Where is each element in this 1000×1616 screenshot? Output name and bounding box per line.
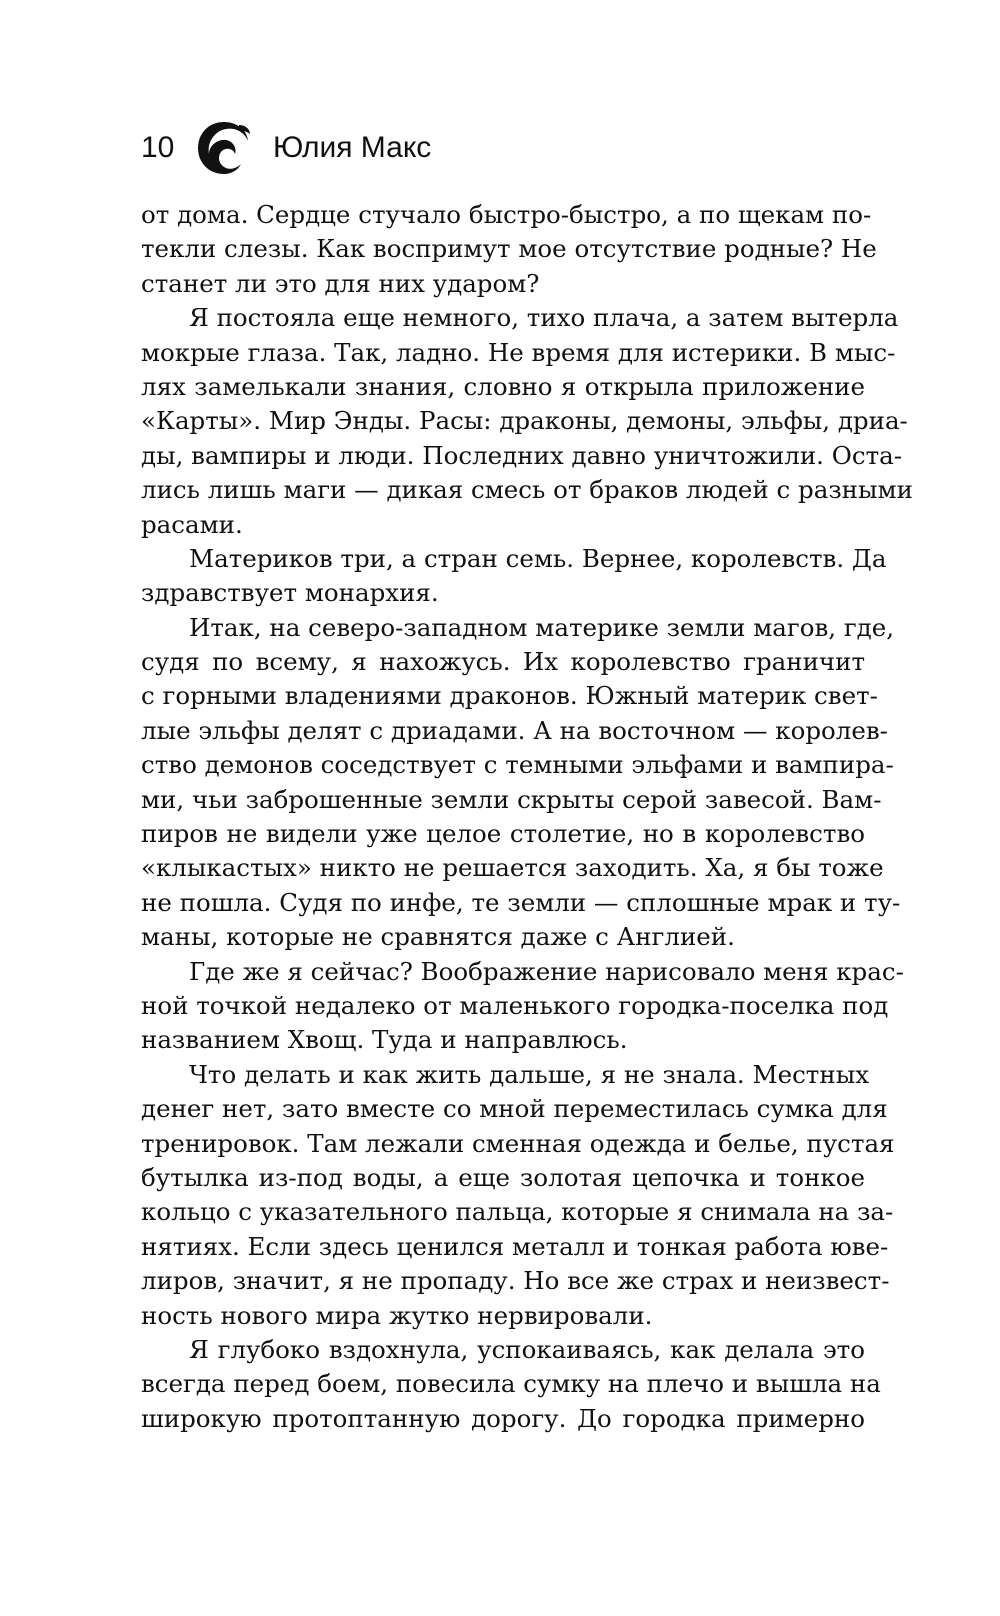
body-text: [141, 198, 913, 1436]
text-line: бутылка из-под воды, а еще золотая цепочка и тонкое: [141, 1162, 865, 1192]
text-line: расами.: [141, 509, 243, 539]
text-line: «клыкастых» никто не решается заходить. Ха, я бы тоже: [141, 853, 884, 883]
text-line: Итак, на северо-западном материке земли магов, где,: [189, 612, 895, 642]
text-line: текли слезы. Как воспримут мое отсутствие родные? Не: [141, 234, 877, 264]
text-line: «Карты». Мир Энды. Расы: драконы, демоны, эльфы, дриа-: [141, 406, 908, 436]
text-line: Я постояла еще немного, тихо плача, а затем вытерла: [189, 303, 899, 333]
paragraph: [141, 542, 887, 611]
text-line: судя по всему, я нахожусь. Их королевство граничит: [141, 647, 865, 677]
text-line: тренировок. Там лежали сменная одежда и белье, пустая: [141, 1128, 895, 1158]
text-line: ной точкой недалеко от маленького городка-поселка под: [141, 990, 889, 1020]
text-line: от дома. Сердце стучало быстро-быстро, а по щекам по-: [141, 200, 872, 229]
text-line: станет ли это для них ударом?: [141, 268, 540, 298]
text-line: Материков три, а стран семь. Вернее, королевств. Да: [189, 543, 887, 573]
paragraph: [141, 301, 913, 542]
text-line: Что делать и как жить дальше, я не знала. Местных: [189, 1059, 870, 1089]
text-line: денег нет, зато вместе со мной переместилась сумка для: [141, 1094, 888, 1124]
text-line: ды, вампиры и люди. Последних давно уничтожили. Оста-: [141, 440, 903, 470]
paragraph: [141, 955, 904, 1058]
text-line: лиров, значит, я не пропаду. Но все же страх и неизвест-: [141, 1266, 890, 1296]
text-line: кольцо с указательного пальца, которые я снимала на за-: [141, 1197, 894, 1227]
swirl-logo-icon: [195, 119, 253, 177]
text-line: ность нового мира жутко нервировали.: [141, 1300, 653, 1330]
running-header: [141, 118, 431, 178]
text-line: ми, чьи заброшенные земли скрыты серой завесой. Вам-: [141, 784, 882, 814]
text-line: не пошла. Судя по инфе, те земли — сплошные мрак и ту-: [141, 887, 901, 917]
text-line: широкую протоптанную дорогу. До городка примерно: [141, 1403, 865, 1433]
paragraph: [141, 1333, 881, 1436]
author-name: Юлия Макс: [273, 131, 432, 164]
paragraph: [141, 611, 901, 955]
text-line: Где же я сейчас? Воображение нарисовало меня крас-: [189, 956, 904, 986]
text-line: лые эльфы делят с дриадами. А на восточном — королев-: [141, 715, 888, 745]
text-line: мокрые глаза. Так, ладно. Не время для истерики. В мыс-: [141, 337, 896, 367]
text-line: здравствует монархия.: [141, 578, 439, 608]
text-line: пиров не видели уже целое столетие, но в королевство: [141, 819, 865, 849]
text-line: Я глубоко вздохнула, успокаиваясь, как делала это: [189, 1334, 865, 1364]
text-line: всегда перед боем, повесила сумку на плечо и вышла на: [141, 1369, 881, 1399]
text-line: лись лишь маги — дикая смесь от браков людей с разными: [141, 475, 913, 505]
paragraph: [141, 198, 877, 301]
text-line: маны, которые не сравнятся даже с Англией.: [141, 922, 735, 952]
text-line: с горными владениями драконов. Южный материк свет-: [141, 681, 878, 711]
page-number: 10: [141, 131, 175, 164]
text-line: ство демонов соседствует с темными эльфами и вампира-: [141, 750, 894, 780]
paragraph: [141, 1058, 895, 1333]
text-line: нятиях. Если здесь ценился металл и тонкая работа юве-: [141, 1231, 889, 1261]
text-line: лях замелькали знания, словно я открыла приложение: [141, 371, 865, 401]
text-line: названием Хвощ. Туда и направлюсь.: [141, 1025, 628, 1055]
